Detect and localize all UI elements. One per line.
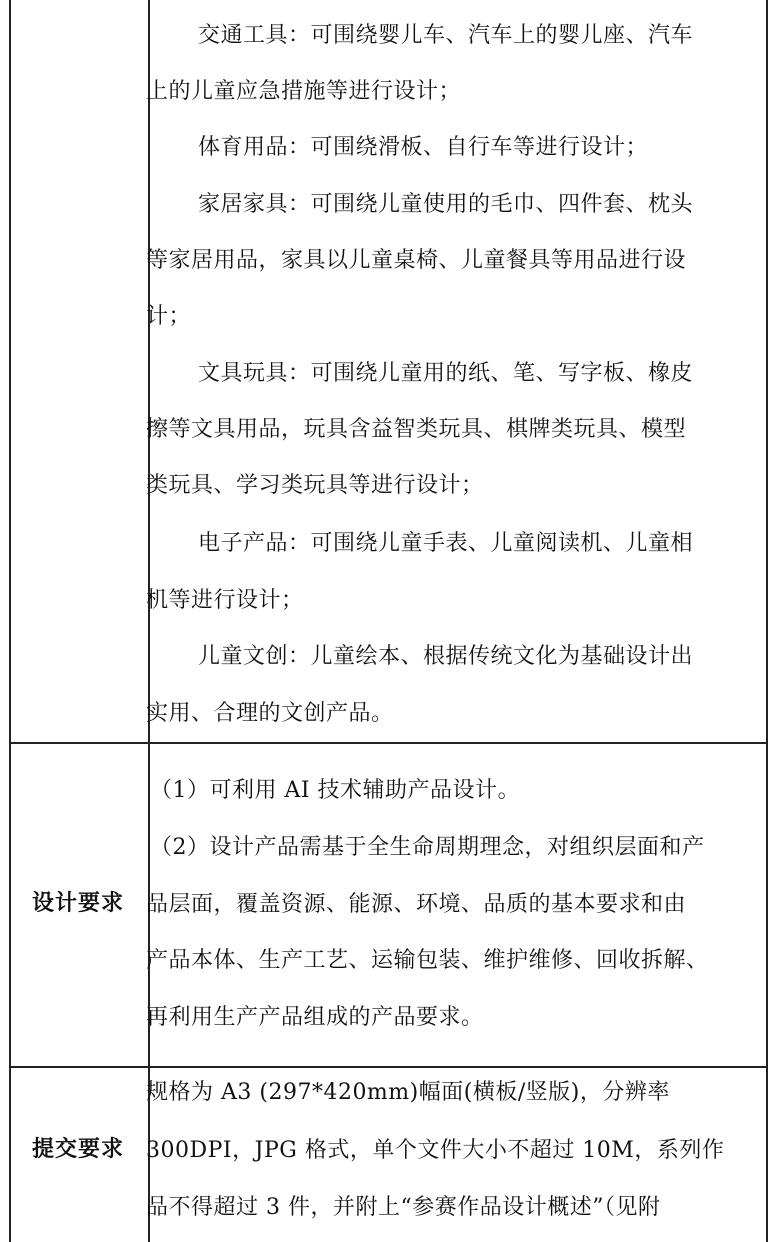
text-line: 机等进行设计； [146,588,304,613]
text-line: 文具玩具：可围绕儿童用的纸、笔、写字板、橡皮 [198,361,694,386]
text-line: 家居家具：可围绕儿童使用的毛巾、四件套、枕头 [198,192,694,217]
text-line: 实用、合理的文创产品。 [146,701,394,726]
text-line: 电子产品：可围绕儿童手表、儿童阅读机、儿童相 [198,531,694,556]
text-line: （2）设计产品需基于全生命周期理念，对组织层面和产 [150,835,705,860]
text-line: 品层面，覆盖资源、能源、环境、品质的基本要求和由 [146,892,687,917]
text-line: 产品本体、生产工艺、运输包装、维护维修、回收拆解、 [146,948,709,973]
text-line: 交通工具：可围绕婴儿车、汽车上的婴儿座、汽车 [198,23,694,48]
text-line: （1）可利用 AI 技术辅助产品设计。 [150,778,521,803]
text-line: 等家居用品，家具以儿童桌椅、儿童餐具等用品进行设 [146,248,687,273]
text-line: 再利用生产产品组成的产品要求。 [146,1005,484,1030]
text-line: 上的儿童应急措施等进行设计； [146,79,462,104]
table-right-border [766,0,768,1242]
text-line: 品不得超过 3 件，并附上“参赛作品设计概述”（见附 [146,1195,661,1220]
text-line: 规格为 A3 (297*420mm)幅面(横板/竖版)，分辨率 [146,1080,670,1105]
row-divider-2 [9,1066,768,1068]
text-line: 计； [146,304,192,329]
design-requirements-label: 设计要求 [31,891,124,916]
row-divider-1 [9,742,768,744]
submission-requirements-label: 提交要求 [31,1137,124,1162]
table-left-border [9,0,11,1242]
text-line: 300DPI，JPG 格式，单个文件大小不超过 10M，系列作 [146,1138,725,1163]
text-line: 擦等文具用品，玩具含益智类玩具、棋牌类玩具、模型 [146,417,687,442]
text-line: 儿童文创：儿童绘本、根据传统文化为基础设计出 [198,644,694,669]
text-line: 体育用品：可围绕滑板、自行车等进行设计； [198,135,649,160]
table-column-divider [148,0,150,1242]
text-line: 类玩具、学习类玩具等进行设计； [146,473,484,498]
